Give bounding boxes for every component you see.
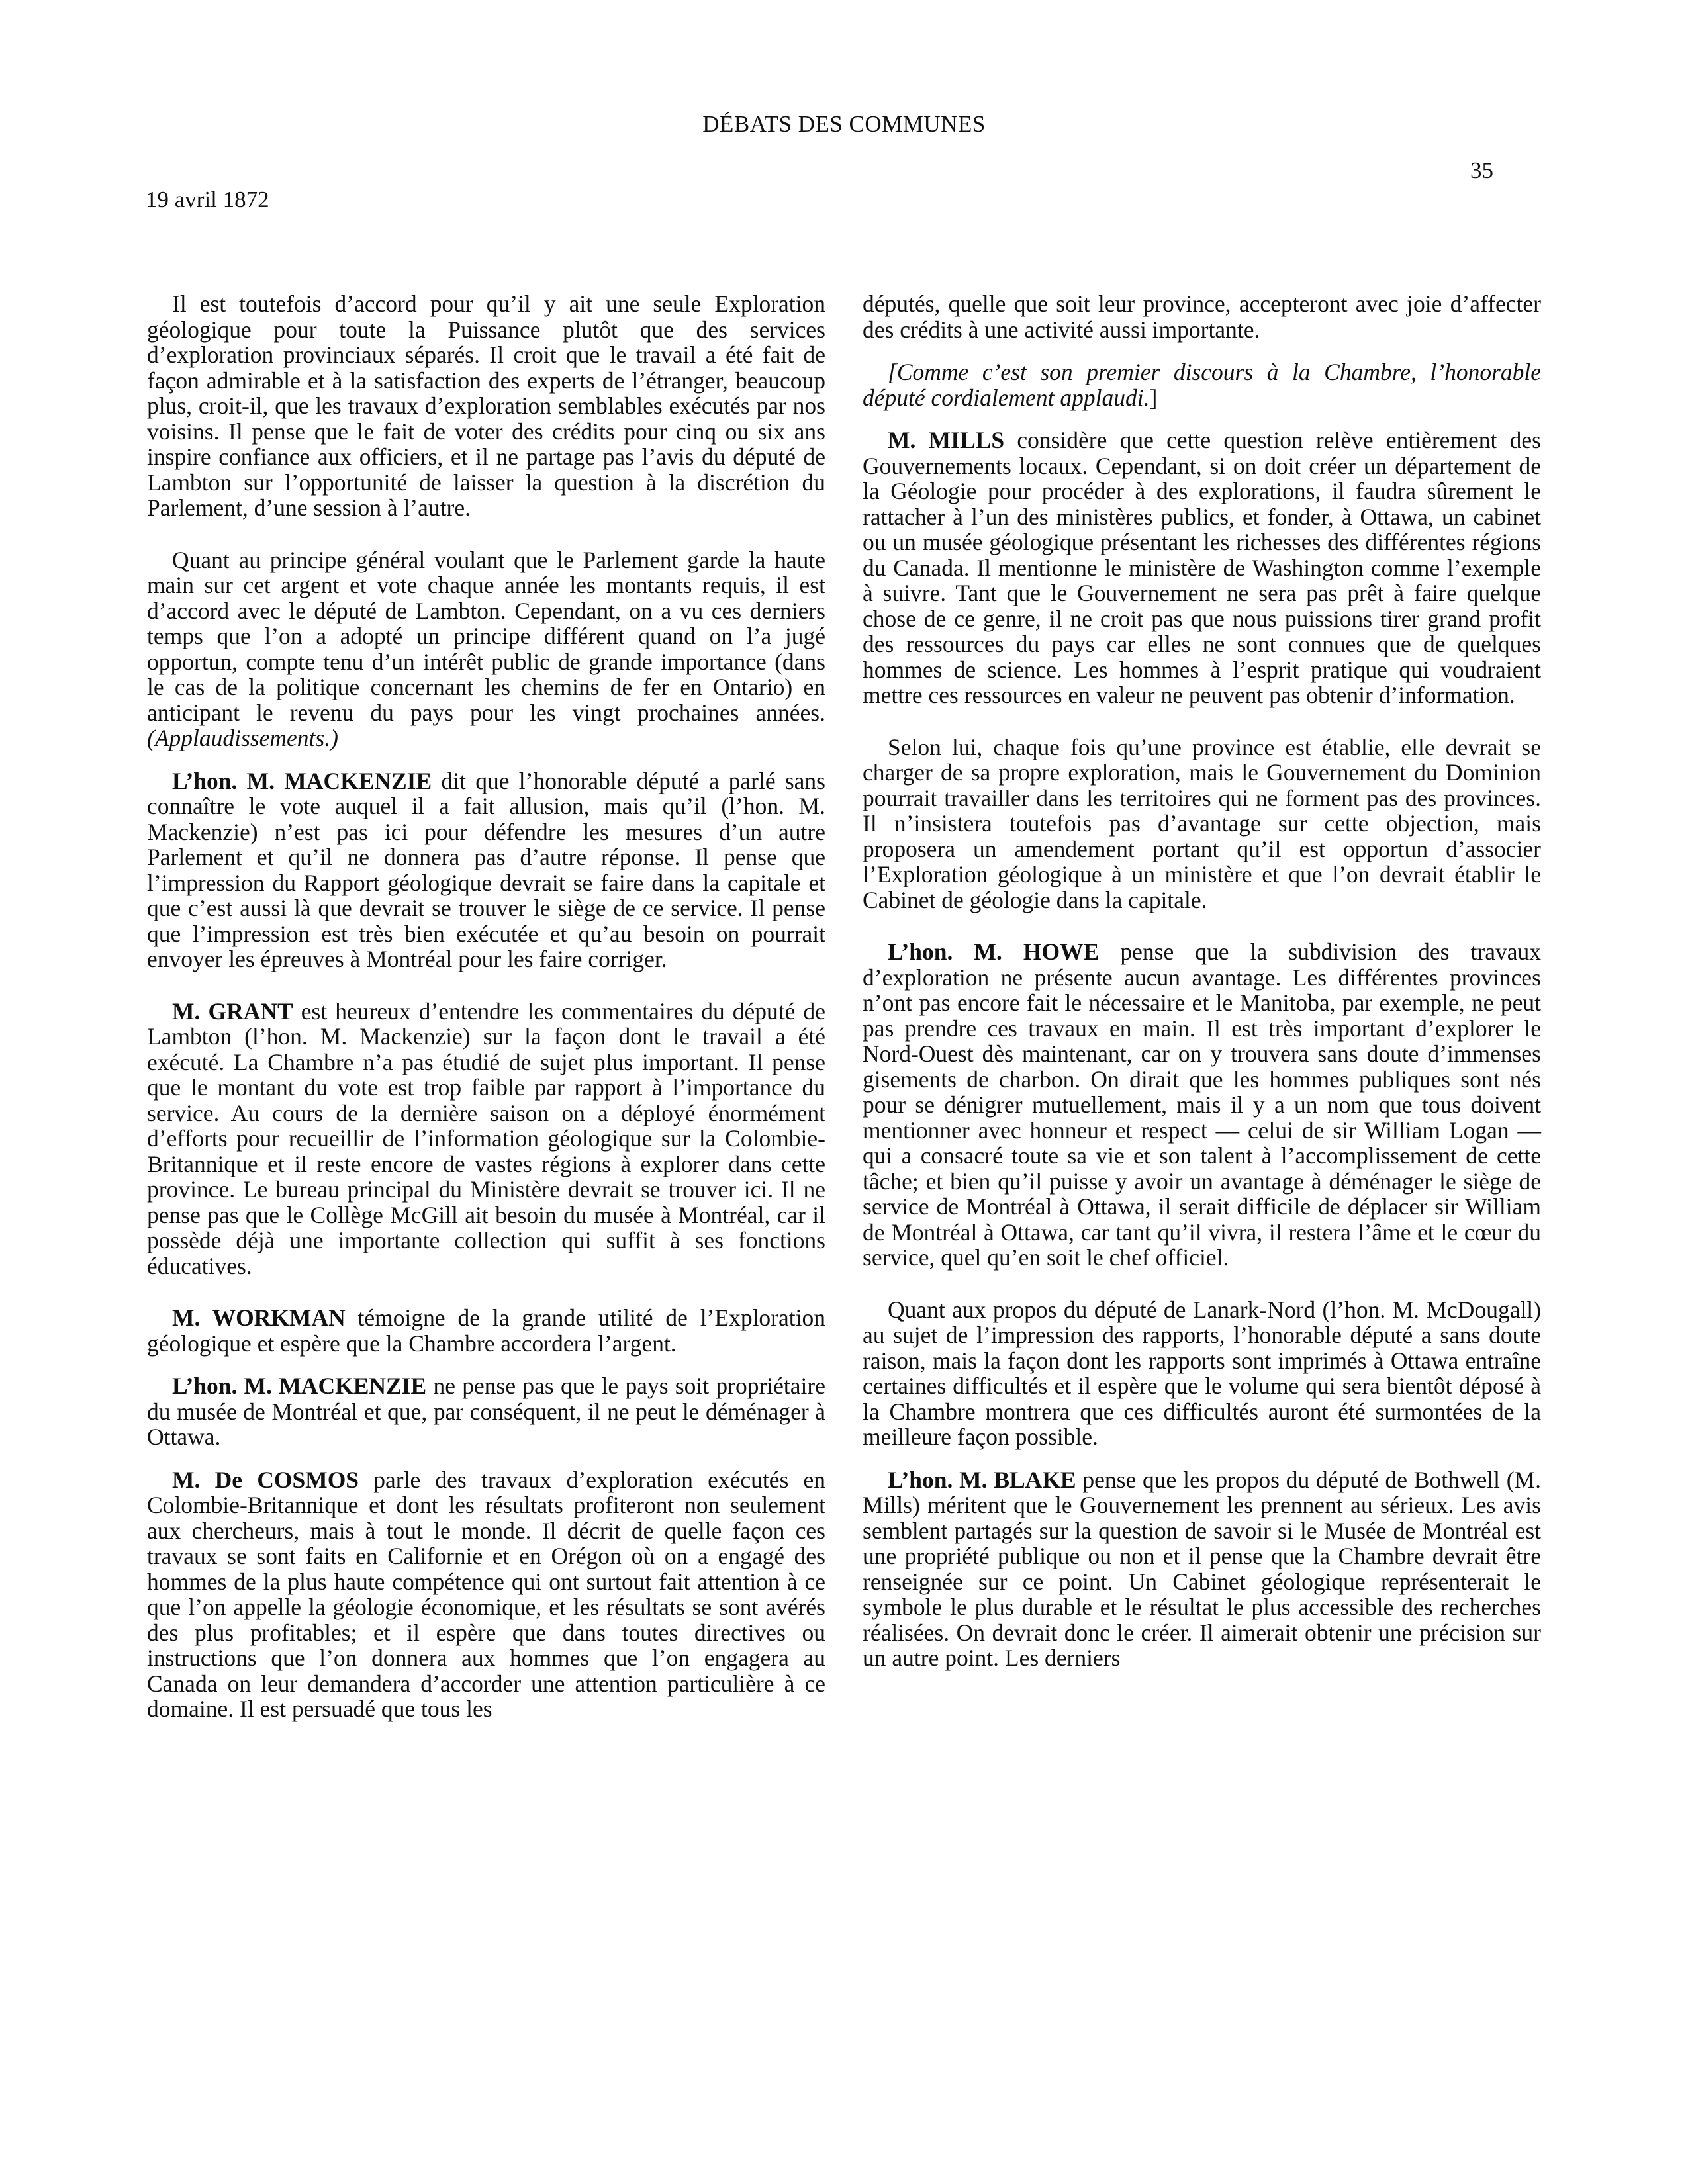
left-column xyxy=(147,291,825,2091)
speaker-name: L’hon. M. MACKENZIE xyxy=(172,767,432,794)
paragraph: Il est toutefois d’accord pour qu’il y ait une seule Exploration géologique pour toute la Puissance plutôt que des services d’exploration provinciaux séparés. Il croit que le travail a été fait de façon admirable et à la satisfaction des experts de l’étranger, beaucoup plus, croit-il, que les travaux d’exploration semblables exécutés par nos voisins. Il pense que le fait de voter des crédits pour cinq ou six ans inspire confiance aux officiers, et il ne partage pas l’avis du député de Lambton sur l’opportunité de laisser la question à la discrétion du Parlement, d’une session à l’autre. xyxy=(147,291,825,521)
speaker-name: M. MILLS xyxy=(888,427,1005,453)
paragraph: Quant au principe général voulant que le Parlement garde la haute main sur cet argent et vote chaque année les montants requis, il est d’accord avec le député de Lambton. Cependant, on a vu ces derniers temps que l’on a adopté un principe différent quand on l’a jugé opportun, compte tenu d’un intérêt public de grande importance (dans le cas de la politique concernant les chemins de fer en Ontario) en anticipant le revenu du pays pour les vingt prochaines années. (Applaudissements.) xyxy=(147,546,825,751)
applause-note: (Applaudissements.) xyxy=(147,725,338,751)
paragraph: M. De COSMOS parle des travaux d’exploration exécutés en Colombie-Britannique et dont les résultats profiteront non seulement aux chercheurs, mais à tout le monde. Il décrit de quelle façon ces travaux se sont faits en Californie et en Orégon où on a engagé des hommes de la plus haute compétence qui ont surtout fait attention à ce que l’on appelle la géologie économique, et les résultats se sont avérés des plus profitables; et il espère que dans toutes directives ou instructions que l’on donnera aux hommes que l’on engagera au Canada on leur demandera d’accorder une attention particulière à ce domaine. Il est persuadé que tous les xyxy=(147,1466,825,1722)
speaker-name: L’hon. M. MACKENZIE xyxy=(172,1373,427,1399)
text-columns xyxy=(147,291,1541,2091)
paragraph: M. GRANT est heureux d’entendre les commentaires du député de Lambton (l’hon. M. Mackenzie) sur la façon dont le travail a été exécuté. La Chambre n’a pas étudié de sujet plus important. Il pense que le montant du vote est trop faible par rapport à l’importance du service. Au cours de la dernière saison on a déployé énormément d’efforts pour recueillir de l’information géologique sur la Colombie-Britannique et il reste encore de vastes régions à explorer dans cette province. Le bureau principal du Ministère devrait se trouver ici. Il ne pense pas que le Collège McGill ait besoin du musée à Montréal, car il possède déjà une importante collection qui suffit à ses fonctions éducatives. xyxy=(147,997,825,1279)
paragraph: L’hon. M. BLAKE pense que les propos du député de Bothwell (M. Mills) méritent que le Gouvernement les prennent au sérieux. Les avis semblent partagés sur la question de savoir si le Musée de Montréal est une propriété publique ou non et il pense que la Chambre devrait être renseignée sur ce point. Un Cabinet géologique représenterait le symbole le plus durable et le résultat le plus accessible des recherches réalisées. On devrait donc le créer. Il aimerait obtenir une précision sur un autre point. Les derniers xyxy=(863,1466,1541,1671)
speaker-name: L’hon. M. HOWE xyxy=(888,938,1100,965)
speaker-name: L’hon. M. BLAKE xyxy=(888,1466,1076,1493)
paragraph: L’hon. M. HOWE pense que la subdivision des travaux d’exploration ne présente aucun avantage. Les différentes provinces n’ont pas encore fait le nécessaire et le Manitoba, par exemple, ne peut pas prendre ces travaux en main. Il est très important d’explorer le Nord-Ouest dès maintenant, car on y trouvera sans doute d’immenses gisements de charbon. On dirait que les hommes publiques sont nés pour se dénigrer mutuellement, mais il y a un nom que tous doivent mentionner avec honneur et respect — celui de sir William Logan — qui a consacré toute sa vie et son talent à l’accomplissement de cette tâche; et bien qu’il puisse y avoir un avantage à déménager le siège de service de Montréal à Ottawa, il serait difficile de déplacer sir William de Montréal à Ottawa, car tant qu’il vivra, il restera l’âme et le cœur du service, quel qu’en soit le chef officiel. xyxy=(863,938,1541,1271)
page-date: 19 avril 1872 xyxy=(146,187,269,212)
speaker-name: M. WORKMAN xyxy=(172,1304,346,1331)
paragraph: Quant aux propos du député de Lanark-Nord (l’hon. M. McDougall) au sujet de l’impression des rapports, l’honorable député a sans doute raison, mais la façon dont les rapports sont imprimés à Ottawa entraîne certaines difficultés et il espère que le volume qui sera bientôt déposé à la Chambre montrera que ces difficultés auront été surmontées de la meilleure façon possible. xyxy=(863,1296,1541,1450)
paragraph: M. MILLS considère que cette question relève entièrement des Gouvernements locaux. Cependant, si on doit créer un département de la Géologie pour procéder à des explorations, il faudra sûrement le rattacher à l’un des ministères publics, et fonder, à Ottawa, un cabinet ou un musée géologique présentant les richesses des différentes régions du Canada. Il mentionne le ministère de Washington comme l’exemple à suivre. Tant que le Gouvernement ne sera pas prêt à faire quelque chose de ce genre, il ne croit pas que nous puissions tirer grand profit des ressources du pays car elles ne sont connues que de quelques hommes de science. Les hommes à l’esprit pratique qui voudraient mettre ces ressources en valeur ne peuvent pas obtenir d’information. xyxy=(863,427,1541,708)
speaker-name: M. De COSMOS xyxy=(172,1466,359,1493)
page-header-title: DÉBATS DES COMMUNES xyxy=(702,111,986,137)
paragraph: Selon lui, chaque fois qu’une province est établie, elle devrait se charger de sa propre exploration, mais le Gouvernement du Dominion pourrait travailler dans les territoires qui ne forment pas des provinces. Il n’insistera toutefois pas d’avantage sur cette objection, mais proposera un amendement portant qu’il est opportun d’associer l’Exploration géologique à un ministère et que l’on devrait établir le Cabinet de géologie dans la capitale. xyxy=(863,733,1541,913)
paragraph: M. WORKMAN témoigne de la grande utilité de l’Exploration géologique et espère que la Chambre accordera l’argent. xyxy=(147,1304,825,1357)
paragraph: L’hon. M. MACKENZIE ne pense pas que le pays soit propriétaire du musée de Montréal et que, par conséquent, il ne peut le déménager à Ottawa. xyxy=(147,1373,825,1450)
paragraph: députés, quelle que soit leur province, accepteront avec joie d’affecter des crédits à une activité aussi importante. xyxy=(863,291,1541,343)
page-number: 35 xyxy=(1470,158,1493,183)
stage-direction: [Comme c’est son premier discours à la Chambre, l’honorable député cordialement applaudi.] xyxy=(863,359,1541,411)
paragraph: L’hon. M. MACKENZIE dit que l’honorable député a parlé sans connaître le vote auquel il a fait allusion, mais qu’il (l’hon. M. Mackenzie) n’est pas ici pour défendre les mesures d’un autre Parlement et qu’il ne donnera pas d’autre réponse. Il pense que l’impression du Rapport géologique devrait se faire dans la capitale et que c’est aussi là que devrait se trouver le siège de ce service. Il pense que l’impression est très bien exécutée et qu’au besoin on pourrait envoyer les épreuves à Montréal pour les faire corriger. xyxy=(147,767,825,972)
right-column xyxy=(863,291,1541,2091)
speaker-name: M. GRANT xyxy=(172,997,293,1024)
